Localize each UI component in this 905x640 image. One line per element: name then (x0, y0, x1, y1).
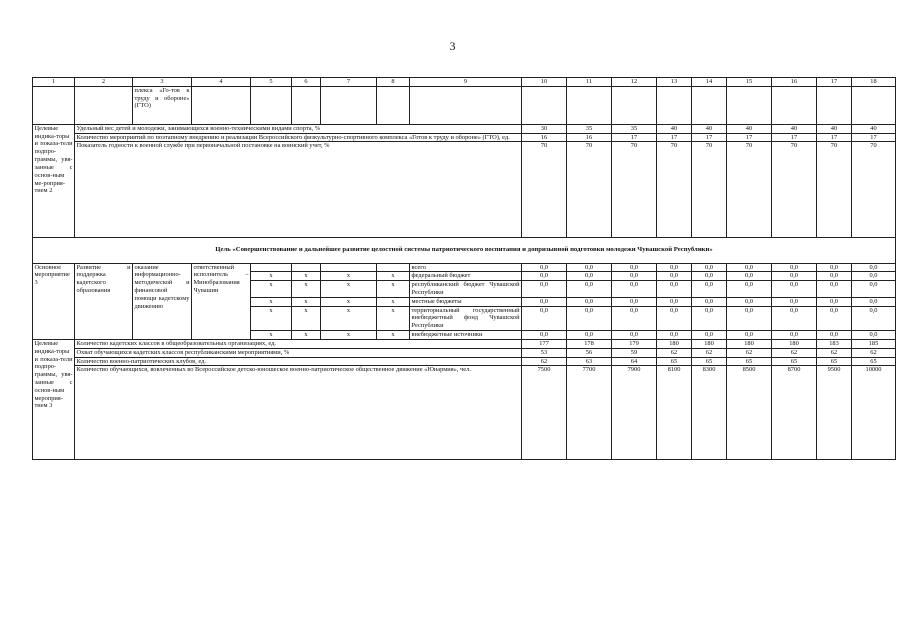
funding-value: 0,0 (852, 331, 896, 340)
indicator-text: Количество военно-патриотических клубов, ед. (75, 357, 522, 366)
funding-value: 0,0 (772, 331, 817, 340)
indicators-label: Целевые индика-торы и показа-тели подпро-граммы, увя-занные с основ-ным мероприя-тием 3 (33, 339, 75, 459)
code-cell: x (251, 306, 292, 330)
funding-value: 0,0 (772, 281, 817, 298)
code-cell: x (321, 272, 377, 281)
funding-value: 0,0 (772, 306, 817, 330)
funding-value: 0,0 (657, 263, 692, 272)
funding-value: 0,0 (522, 263, 567, 272)
funding-value: 0,0 (817, 281, 852, 298)
funding-value: 0,0 (567, 272, 612, 281)
funding-value: 0,0 (692, 263, 727, 272)
header-cell: 4 (192, 78, 251, 87)
indicator-value: 65 (692, 357, 727, 366)
header-cell: 8 (377, 78, 410, 87)
indicator-value: 35 (612, 124, 657, 133)
indicator-value: 180 (692, 339, 727, 348)
indicator-text: Удельный вес детей и молодежи, занимающихся военно-техническими видами спорта, % (75, 124, 522, 133)
indicator-value: 180 (772, 339, 817, 348)
indicator-value: 70 (852, 142, 896, 238)
indicator-value: 40 (817, 124, 852, 133)
indicator-value: 65 (657, 357, 692, 366)
code-cell (377, 263, 410, 272)
code-cell: x (292, 281, 321, 298)
indicator-text: Количество мероприятий по поэтапному внедрению и реализации Всероссийского физкультурно-спортивного комплекса «Готов к труду и обороне» (ГТО), ед. (75, 133, 522, 142)
code-cell (321, 263, 377, 272)
funding-value: 0,0 (657, 281, 692, 298)
indicator-value: 70 (657, 142, 692, 238)
funding-value: 0,0 (852, 263, 896, 272)
funding-value: 0,0 (817, 297, 852, 306)
indicator-value: 70 (522, 142, 567, 238)
funding-value: 0,0 (727, 272, 772, 281)
continuation-text: плекса «Го-тов к труду и обороне» (ГТО) (133, 86, 192, 124)
funding-value: 0,0 (727, 306, 772, 330)
indicator-text: Охват обучающихся кадетских классов республиканскими мероприятиями, % (75, 348, 522, 357)
indicator-value: 56 (567, 348, 612, 357)
funding-value: 0,0 (772, 272, 817, 281)
funding-value: 0,0 (772, 263, 817, 272)
code-cell: x (292, 331, 321, 340)
funding-source: территориальный государственный внебюджетный фонд Чувашской Республики (411, 306, 520, 330)
event-description: оказание информационно-методической и финансовой помощи кадетскому движению (133, 263, 192, 339)
program-table (32, 77, 896, 460)
indicator-value: 62 (727, 348, 772, 357)
funding-value: 0,0 (727, 297, 772, 306)
funding-value: 0,0 (612, 263, 657, 272)
code-cell (292, 263, 321, 272)
code-cell: x (251, 331, 292, 340)
indicator-row (33, 339, 896, 348)
funding-value: 0,0 (692, 281, 727, 298)
indicator-row (33, 357, 896, 366)
indicator-value: 64 (612, 357, 657, 366)
indicator-row (33, 348, 896, 357)
code-cell: x (377, 272, 410, 281)
code-cell: x (321, 297, 377, 306)
funding-value: 0,0 (817, 331, 852, 340)
header-cell: 13 (657, 78, 692, 87)
indicator-value: 62 (852, 348, 896, 357)
indicator-value: 9500 (817, 366, 852, 460)
funding-value: 0,0 (772, 297, 817, 306)
funding-source: федеральный бюджет (410, 272, 522, 281)
funding-value: 0,0 (612, 306, 657, 330)
funding-value: 0,0 (567, 306, 612, 330)
code-cell (251, 263, 292, 272)
indicator-value: 70 (727, 142, 772, 238)
indicator-value: 183 (817, 339, 852, 348)
header-cell: 12 (612, 78, 657, 87)
funding-source: республиканский бюджет Чувашской Республики (411, 281, 520, 297)
header-cell: 9 (410, 78, 522, 87)
code-cell: x (292, 272, 321, 281)
indicator-value: 53 (522, 348, 567, 357)
funding-value: 0,0 (612, 272, 657, 281)
indicator-value: 70 (817, 142, 852, 238)
header-cell: 1 (33, 78, 75, 87)
funding-source: всего (410, 263, 522, 272)
funding-source: местные бюджеты (410, 297, 522, 306)
indicator-value: 62 (772, 348, 817, 357)
indicator-value: 65 (852, 357, 896, 366)
indicators-label: Целевые индика-торы и показа-тели подпро-граммы, увя-занные с основ-ным ме-роприя-тием 2 (33, 124, 75, 238)
indicator-value: 8700 (772, 366, 817, 460)
indicator-row (33, 124, 896, 133)
indicator-text: Показатель годности к военной службе при первоначальной постановке на воинский учет, % (75, 142, 522, 238)
indicator-value: 40 (657, 124, 692, 133)
indicator-row (33, 142, 896, 238)
code-cell: x (292, 306, 321, 330)
funding-value: 0,0 (817, 263, 852, 272)
code-cell: x (321, 306, 377, 330)
funding-value: 0,0 (522, 306, 567, 330)
funding-value: 0,0 (692, 297, 727, 306)
funding-value: 0,0 (657, 297, 692, 306)
indicator-value: 177 (522, 339, 567, 348)
indicator-value: 17 (612, 133, 657, 142)
indicator-value: 10000 (852, 366, 896, 460)
indicator-text: Количество кадетских классов в общеобразовательных организациях, ед. (75, 339, 522, 348)
funding-value: 0,0 (852, 306, 896, 330)
indicator-value: 17 (692, 133, 727, 142)
indicator-value: 17 (852, 133, 896, 142)
funding-value: 0,0 (727, 263, 772, 272)
funding-value: 0,0 (567, 297, 612, 306)
funding-value: 0,0 (852, 281, 896, 298)
code-cell: x (292, 297, 321, 306)
indicator-value: 16 (567, 133, 612, 142)
header-cell: 17 (817, 78, 852, 87)
code-cell: x (377, 331, 410, 340)
indicator-value: 8500 (727, 366, 772, 460)
code-cell: x (377, 297, 410, 306)
funding-value: 0,0 (567, 281, 612, 298)
header-cell: 16 (772, 78, 817, 87)
funding-value: 0,0 (692, 306, 727, 330)
code-cell: x (251, 272, 292, 281)
indicator-value: 62 (817, 348, 852, 357)
indicator-value: 180 (727, 339, 772, 348)
indicator-value: 65 (817, 357, 852, 366)
indicator-value: 62 (692, 348, 727, 357)
header-cell: 18 (852, 78, 896, 87)
indicator-row (33, 366, 896, 460)
funding-value: 0,0 (852, 272, 896, 281)
indicator-value: 7900 (612, 366, 657, 460)
indicator-value: 65 (772, 357, 817, 366)
indicator-text: Количество обучающихся, вовлеченных во Всероссийское детско-юношеское военно-патриотическое общественное движение «Юнармия», чел. (75, 366, 522, 460)
funding-value: 0,0 (657, 331, 692, 340)
header-cell: 2 (75, 78, 133, 87)
indicator-value: 40 (852, 124, 896, 133)
funding-value: 0,0 (657, 272, 692, 281)
indicator-value: 40 (772, 124, 817, 133)
header-cell: 15 (727, 78, 772, 87)
funding-value: 0,0 (522, 331, 567, 340)
code-cell: x (251, 297, 292, 306)
code-cell: x (321, 331, 377, 340)
event-name: Основное мероприятие 3 (33, 263, 75, 339)
goal-heading: Цель «Совершенствование и дальнейшее развитие целостной системы патриотического воспитания и допризывной подготовки молодежи Чувашской Республики» (33, 238, 896, 263)
indicator-value: 62 (522, 357, 567, 366)
indicator-value: 70 (692, 142, 727, 238)
indicator-value: 40 (727, 124, 772, 133)
header-cell: 5 (251, 78, 292, 87)
funding-value: 0,0 (657, 306, 692, 330)
indicator-value: 63 (567, 357, 612, 366)
funding-row (33, 263, 896, 272)
indicator-value: 70 (612, 142, 657, 238)
funding-value: 0,0 (692, 331, 727, 340)
funding-value: 0,0 (567, 331, 612, 340)
funding-value: 0,0 (522, 272, 567, 281)
indicator-value: 7700 (567, 366, 612, 460)
header-cell: 7 (321, 78, 377, 87)
indicator-value: 70 (772, 142, 817, 238)
header-cell: 11 (567, 78, 612, 87)
page-number: 3 (449, 39, 456, 53)
funding-value: 0,0 (612, 281, 657, 298)
indicator-value: 7500 (522, 366, 567, 460)
funding-value: 0,0 (852, 297, 896, 306)
funding-value: 0,0 (692, 272, 727, 281)
indicator-value: 8300 (692, 366, 727, 460)
indicator-value: 16 (522, 133, 567, 142)
indicator-value: 65 (727, 357, 772, 366)
indicator-value: 17 (817, 133, 852, 142)
funding-value: 0,0 (817, 272, 852, 281)
indicator-row (33, 133, 896, 142)
indicator-value: 178 (567, 339, 612, 348)
header-cell: 14 (692, 78, 727, 87)
funding-value: 0,0 (612, 331, 657, 340)
indicator-value: 185 (852, 339, 896, 348)
indicator-value: 17 (657, 133, 692, 142)
indicator-value: 62 (657, 348, 692, 357)
code-cell: x (251, 281, 292, 298)
header-cell: 3 (133, 78, 192, 87)
funding-value: 0,0 (522, 281, 567, 298)
funding-value: 0,0 (817, 306, 852, 330)
header-row (33, 78, 896, 87)
event-responsible: ответственный исполнитель – Минобразования Чувашии (192, 263, 251, 339)
indicator-value: 17 (727, 133, 772, 142)
event-title: Развитие и поддержка кадетского образования (75, 263, 133, 339)
funding-source: внебюджетные источники (410, 331, 522, 340)
indicator-value: 40 (692, 124, 727, 133)
indicator-value: 17 (772, 133, 817, 142)
code-cell: x (377, 306, 410, 330)
indicator-value: 59 (612, 348, 657, 357)
funding-value: 0,0 (612, 297, 657, 306)
indicator-value: 70 (567, 142, 612, 238)
indicator-value: 35 (567, 124, 612, 133)
indicator-value: 8100 (657, 366, 692, 460)
continuation-row (33, 86, 896, 124)
code-cell: x (377, 281, 410, 298)
header-cell: 10 (522, 78, 567, 87)
indicator-value: 180 (657, 339, 692, 348)
goal-row (33, 238, 896, 263)
header-cell: 6 (292, 78, 321, 87)
code-cell: x (321, 281, 377, 298)
indicator-value: 30 (522, 124, 567, 133)
funding-value: 0,0 (567, 263, 612, 272)
funding-value: 0,0 (727, 331, 772, 340)
funding-value: 0,0 (522, 297, 567, 306)
indicator-value: 179 (612, 339, 657, 348)
funding-value: 0,0 (727, 281, 772, 298)
